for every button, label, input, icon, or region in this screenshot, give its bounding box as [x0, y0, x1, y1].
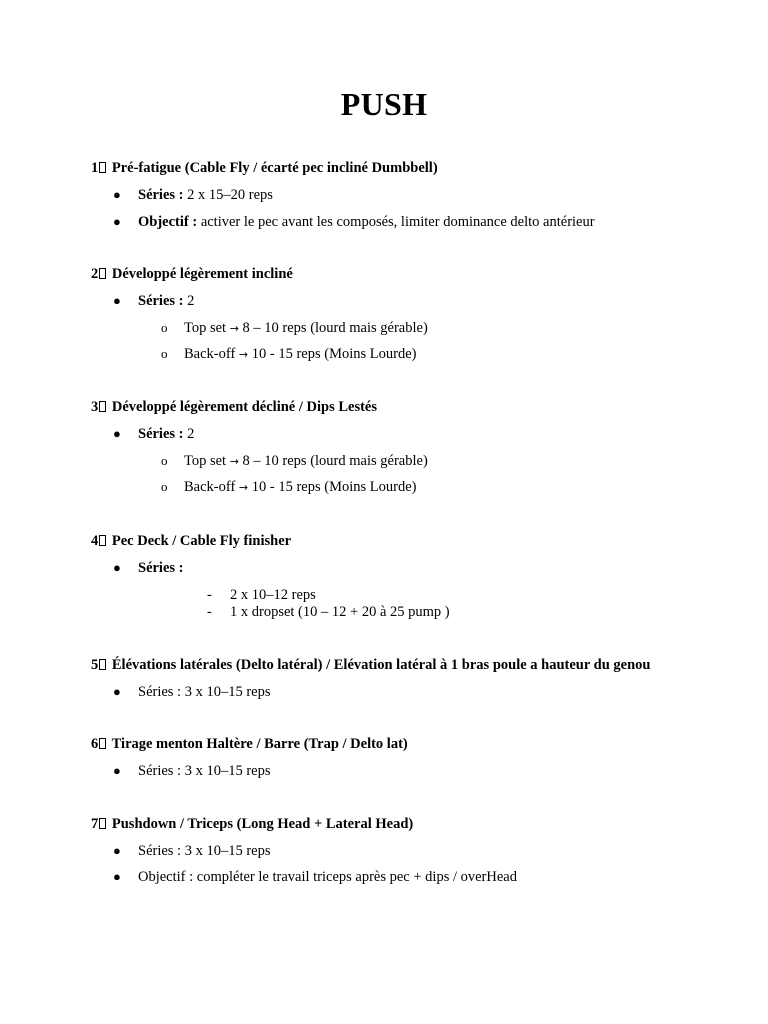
set-value: 8 – 10 reps (lourd mais gérable)	[238, 453, 428, 469]
arrow-right-icon: →	[229, 455, 239, 468]
exercise-number: 6	[91, 736, 99, 752]
exercise-title: Tirage menton Haltère / Barre (Trap / Delto lat)	[111, 736, 408, 752]
dash-item	[91, 586, 751, 604]
bullet-icon: ●	[113, 684, 121, 699]
arrow-right-icon: →	[229, 322, 239, 335]
series-value: 2	[183, 293, 195, 309]
series-text: Séries : 3 x 10–15 reps	[138, 763, 271, 779]
exercise-heading	[91, 265, 751, 283]
set-value: 10 - 15 reps (Moins Lourde)	[248, 346, 417, 362]
keycap-icon	[99, 401, 106, 412]
set-item	[91, 345, 751, 363]
exercise-title: Pré-fatigue (Cable Fly / écarté pec incliné Dumbbell)	[111, 160, 438, 176]
set-value: 10 - 15 reps (Moins Lourde)	[248, 479, 417, 495]
exercise-title: Élévations latérales (Delto latéral) / Elévation latéral à 1 bras poule a hauteur du genou	[111, 657, 651, 673]
objective-text: Objectif : compléter le travail triceps après pec + dips / overHead	[138, 869, 517, 885]
keycap-icon	[99, 659, 106, 670]
set-value: 8 – 10 reps (lourd mais gérable)	[238, 320, 428, 336]
series-label: Séries :	[138, 426, 184, 442]
series-item	[91, 683, 751, 701]
keycap-icon	[99, 535, 106, 546]
bullet-icon: ●	[113, 426, 121, 441]
circle-bullet-icon: o	[161, 320, 168, 335]
set-item	[91, 452, 751, 470]
exercise-title: Pushdown / Triceps (Long Head + Lateral Head)	[111, 816, 414, 832]
keycap-icon	[99, 162, 106, 173]
keycap-icon	[99, 818, 106, 829]
dash-marker: -	[207, 604, 212, 620]
bullet-icon: ●	[113, 214, 121, 229]
exercise-section-6	[91, 735, 751, 779]
exercise-heading	[91, 159, 751, 177]
exercise-number: 2	[91, 266, 99, 282]
objective-item	[91, 213, 751, 231]
exercise-section-2	[91, 265, 751, 362]
circle-bullet-icon: o	[161, 346, 168, 361]
exercise-section-5	[91, 656, 751, 700]
bullet-icon: ●	[113, 763, 121, 778]
exercise-heading	[91, 815, 751, 833]
exercise-number: 5	[91, 657, 99, 673]
keycap-icon	[99, 738, 106, 749]
exercise-section-1	[91, 159, 751, 230]
exercise-title: Pec Deck / Cable Fly finisher	[111, 533, 292, 549]
set-label: Back-off	[184, 346, 239, 362]
series-label: Séries :	[138, 560, 184, 576]
bullet-icon: ●	[113, 187, 121, 202]
series-text: Séries : 3 x 10–15 reps	[138, 843, 271, 859]
page-title: PUSH	[340, 86, 428, 122]
series-item	[91, 186, 751, 204]
series-item	[91, 842, 751, 860]
series-label: Séries :	[138, 293, 184, 309]
dash-item-text: 2 x 10–12 reps	[230, 587, 316, 603]
exercise-heading	[91, 656, 751, 674]
exercise-title: Développé légèrement incliné	[111, 266, 293, 282]
exercise-heading	[91, 735, 751, 753]
objective-value: activer le pec avant les composés, limiter dominance delto antérieur	[197, 214, 595, 230]
exercise-heading	[91, 532, 751, 550]
set-item	[91, 319, 751, 337]
circle-bullet-icon: o	[161, 453, 168, 468]
exercise-title: Développé légèrement décliné / Dips Lestés	[111, 399, 377, 415]
exercise-heading	[91, 398, 751, 416]
bullet-icon: ●	[113, 293, 121, 308]
series-item	[91, 425, 751, 443]
dash-marker: -	[207, 587, 212, 603]
series-item	[91, 559, 751, 577]
objective-label: Objectif :	[138, 214, 198, 230]
exercise-number: 1	[91, 160, 99, 176]
dash-item	[91, 603, 751, 621]
series-text: Séries : 3 x 10–15 reps	[138, 684, 271, 700]
series-item	[91, 292, 751, 310]
exercise-section-4	[91, 532, 751, 620]
bullet-icon: ●	[113, 560, 121, 575]
bullet-icon: ●	[113, 843, 121, 858]
exercise-section-7	[91, 815, 751, 885]
series-item	[91, 762, 751, 780]
exercise-number: 7	[91, 816, 99, 832]
exercise-number: 3	[91, 399, 99, 415]
series-value: 2	[183, 426, 195, 442]
exercise-number: 4	[91, 533, 99, 549]
series-label: Séries :	[138, 187, 184, 203]
set-label: Back-off	[184, 479, 239, 495]
arrow-right-icon: →	[238, 348, 249, 361]
objective-item	[91, 868, 751, 886]
bullet-icon: ●	[113, 869, 121, 884]
arrow-right-icon: →	[238, 481, 249, 494]
exercise-section-3	[91, 398, 751, 495]
set-label: Top set	[184, 453, 230, 469]
set-item	[91, 478, 751, 496]
series-value: 2 x 15–20 reps	[183, 187, 273, 203]
circle-bullet-icon: o	[161, 479, 168, 494]
keycap-icon	[99, 268, 106, 279]
set-label: Top set	[184, 320, 230, 336]
dash-item-text: 1 x dropset (10 – 12 + 20 à 25 pump )	[230, 604, 450, 620]
